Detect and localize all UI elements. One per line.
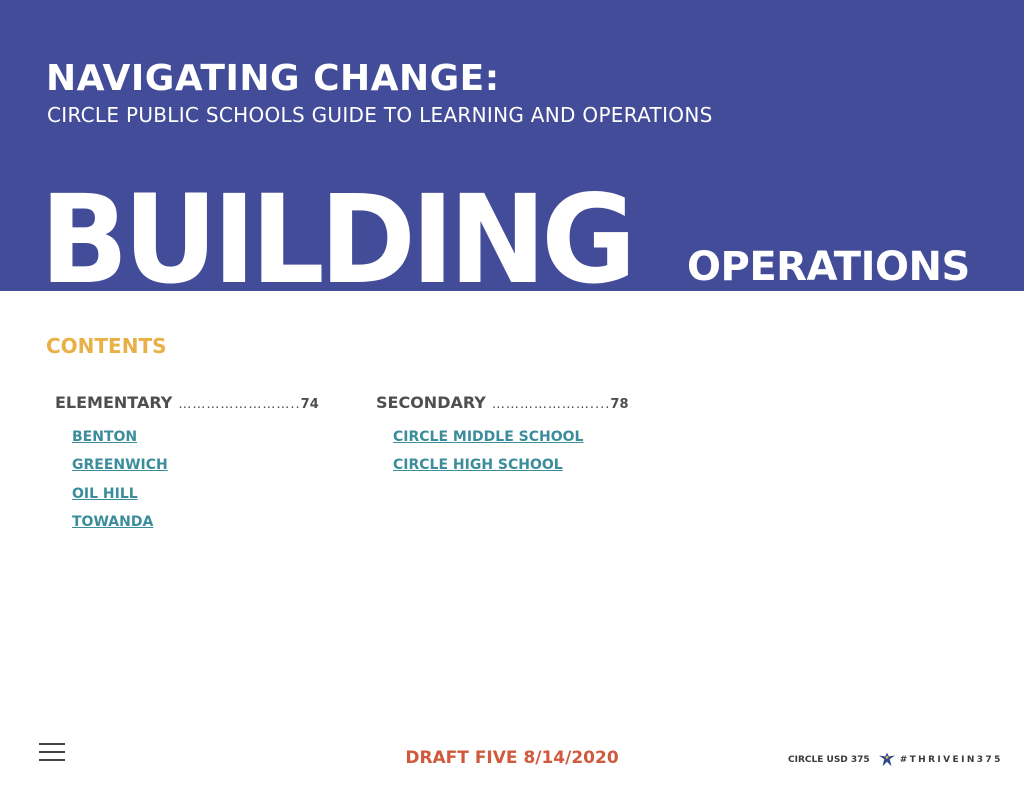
link-circle-high-school[interactable]: CIRCLE HIGH SCHOOL	[393, 457, 563, 474]
toc-section-name: SECONDARY	[376, 393, 486, 412]
toc-section-name: ELEMENTARY	[55, 393, 173, 412]
toc-elementary-heading[interactable]	[55, 393, 319, 412]
section-title-operations: OPERATIONS	[687, 244, 970, 290]
link-benton[interactable]: BENTON	[72, 429, 138, 445]
section-title-building: BUILDING	[40, 169, 632, 291]
hashtag: #THRIVEIN375	[899, 755, 1003, 765]
footer-branding	[788, 751, 1003, 769]
toc-leader-dots: ……………………..	[178, 397, 301, 412]
draft-label: DRAFT FIVE 8/14/2020	[405, 748, 619, 768]
thunderbird-logo-icon	[878, 751, 896, 769]
link-circle-middle-school[interactable]: CIRCLE MIDDLE SCHOOL	[393, 429, 584, 445]
toc-page-number: 74	[300, 397, 319, 412]
toc-secondary-heading[interactable]	[376, 393, 629, 412]
page-subtitle: CIRCLE PUBLIC SCHOOLS GUIDE TO LEARNING AND OPERATIONS	[47, 103, 713, 127]
contents-heading: CONTENTS	[46, 334, 167, 358]
menu-bar	[39, 743, 65, 745]
toc-secondary	[376, 393, 629, 485]
toc-elementary	[55, 393, 319, 541]
toc-leader-dots: …………………....	[491, 397, 611, 412]
district-name: CIRCLE USD 375	[788, 755, 870, 765]
link-greenwich[interactable]: GREENWICH	[72, 457, 168, 474]
toc-elementary-links	[72, 428, 319, 541]
toc-page-number: 78	[610, 397, 629, 412]
toc-secondary-links	[393, 428, 629, 485]
link-towanda[interactable]: TOWANDA	[72, 513, 154, 530]
header-banner	[0, 0, 1024, 291]
page-title: NAVIGATING CHANGE:	[46, 58, 500, 99]
link-oil-hill[interactable]: OIL HILL	[72, 485, 138, 502]
